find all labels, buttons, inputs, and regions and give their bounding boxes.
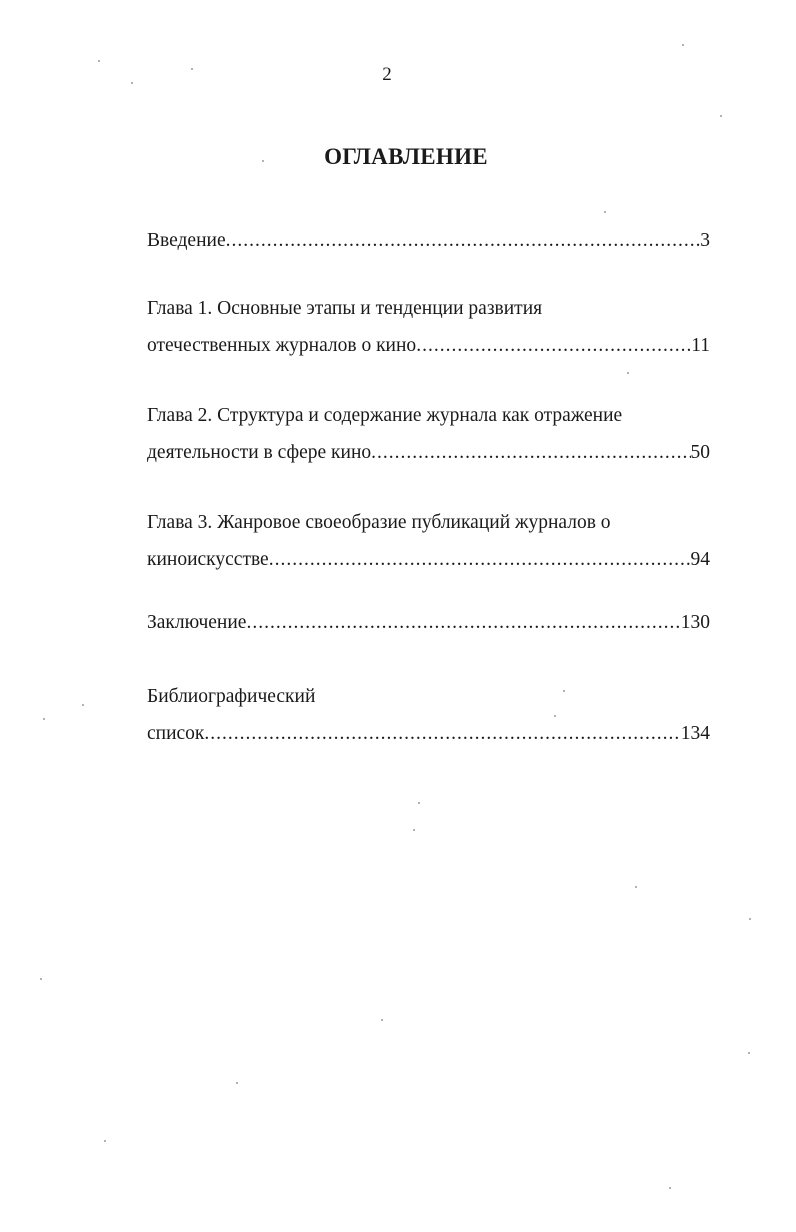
scan-speck <box>669 1187 671 1189</box>
scan-speck <box>554 715 556 717</box>
scan-speck <box>563 690 565 692</box>
toc-entry-page: 50 <box>690 442 710 463</box>
toc-entry-title: Глава 1. Основные этапы и тенденции развития <box>147 298 543 319</box>
toc-line <box>147 678 710 715</box>
dot-leader <box>204 715 680 752</box>
toc-entry-page: 134 <box>680 723 710 744</box>
scan-speck <box>604 211 606 213</box>
toc-entry-title: Библиографический <box>147 686 316 707</box>
page-number: 2 <box>382 64 392 85</box>
toc-entry-title: Глава 3. Жанровое своеобразие публикаций журналов о <box>147 512 611 533</box>
toc-line <box>147 604 710 641</box>
scan-speck <box>418 802 420 804</box>
dot-leader <box>246 604 680 641</box>
toc-line <box>147 327 710 364</box>
toc-entry-title: Глава 2. Структура и содержание журнала как отражение <box>147 405 623 426</box>
dot-leader <box>269 541 691 578</box>
scan-speck <box>381 1019 383 1021</box>
scan-speck <box>191 68 193 70</box>
scan-speck <box>82 704 84 706</box>
toc-entry-page: 94 <box>690 549 710 570</box>
scan-speck <box>720 115 722 117</box>
toc-entry-page: 3 <box>700 230 710 251</box>
toc-entry-title-continued: список <box>147 723 205 744</box>
scan-speck <box>131 82 133 84</box>
toc-entry-introduction[interactable] <box>147 222 710 259</box>
scan-speck <box>104 1140 106 1142</box>
scan-speck <box>40 978 42 980</box>
toc-line <box>147 434 710 471</box>
toc-entry-chapter-1[interactable] <box>147 290 710 364</box>
toc-line <box>147 290 710 327</box>
scan-speck <box>98 60 100 62</box>
toc-line <box>147 222 710 259</box>
toc-entry-title: Заключение <box>147 612 247 633</box>
toc-line <box>147 397 710 434</box>
toc-entry-conclusion[interactable] <box>147 604 710 641</box>
toc-entry-title-continued: киноискусстве <box>147 549 269 570</box>
dot-leader <box>416 327 691 364</box>
toc-entry-page: 130 <box>680 612 710 633</box>
scan-speck <box>635 886 637 888</box>
page-title: ОГЛАВЛЕНИЕ <box>324 144 488 169</box>
scan-speck <box>43 718 45 720</box>
scan-speck <box>682 44 684 46</box>
toc-entry-title-continued: деятельности в сфере кино <box>147 442 372 463</box>
toc-line <box>147 541 710 578</box>
toc-entry-title-continued: отечественных журналов о кино <box>147 335 417 356</box>
toc-entry-title: Введение <box>147 230 226 251</box>
toc-entry-bibliography[interactable] <box>147 678 710 752</box>
toc-line <box>147 715 710 752</box>
toc-line <box>147 504 710 541</box>
scan-speck <box>413 829 415 831</box>
toc-entry-chapter-2[interactable] <box>147 397 710 471</box>
scan-speck <box>748 1052 750 1054</box>
scan-speck <box>262 160 264 162</box>
dot-leader <box>226 222 701 259</box>
toc-entry-page: 11 <box>691 335 710 356</box>
scan-speck <box>236 1082 238 1084</box>
toc-entry-chapter-3[interactable] <box>147 504 710 578</box>
dot-leader <box>371 434 690 471</box>
scan-speck <box>749 918 751 920</box>
scan-speck <box>627 372 629 374</box>
